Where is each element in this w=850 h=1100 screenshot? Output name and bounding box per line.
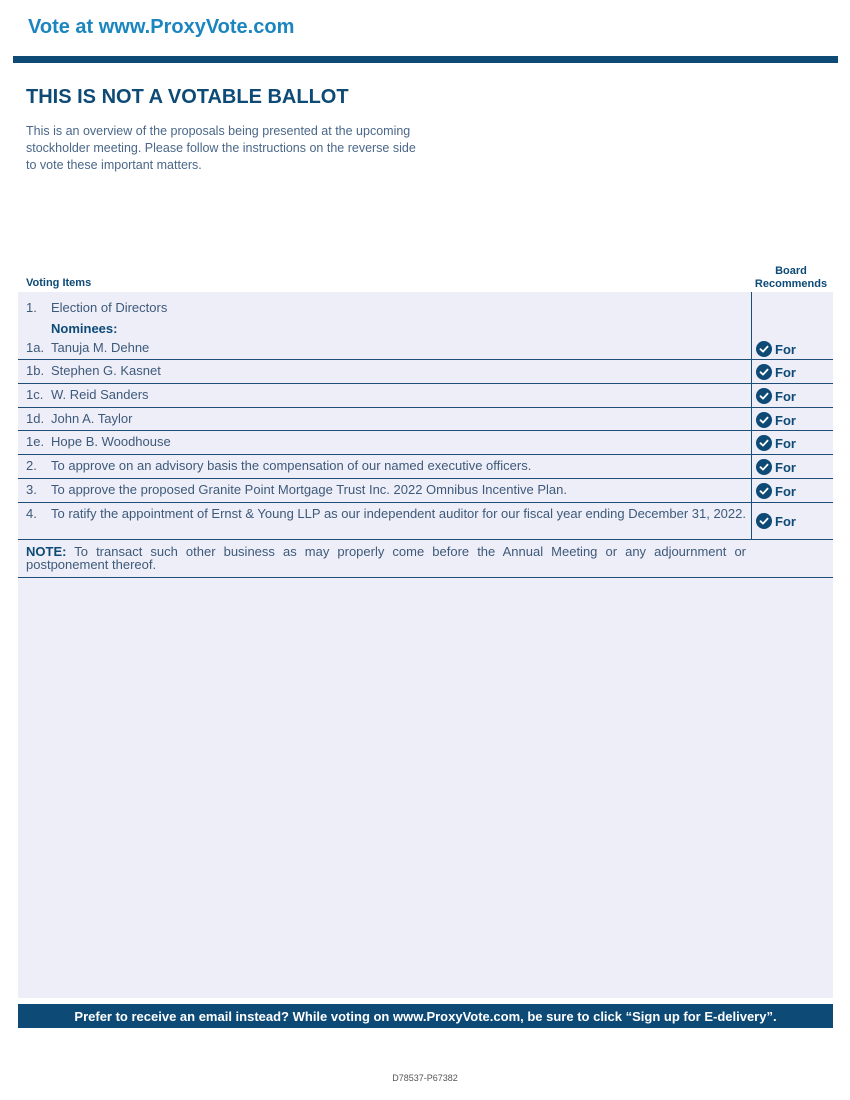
row-label: Election of Directors bbox=[51, 300, 168, 315]
note-text bbox=[26, 545, 746, 571]
voting-items-header: Voting Items bbox=[26, 277, 92, 289]
recommendation bbox=[756, 341, 796, 357]
check-circle-icon bbox=[756, 513, 772, 529]
row-number: 3. bbox=[26, 482, 37, 497]
check-circle-icon bbox=[756, 412, 772, 428]
table-row-1c bbox=[18, 384, 833, 408]
recommendation bbox=[756, 513, 796, 529]
row-number: 4. bbox=[26, 506, 37, 521]
recommendation-label: For bbox=[775, 388, 796, 404]
table-row-1b bbox=[18, 360, 833, 384]
table-row-proposal-3 bbox=[18, 479, 833, 503]
recommendation bbox=[756, 388, 796, 404]
note-label: NOTE: bbox=[26, 544, 67, 559]
board-recommendation-cell bbox=[751, 455, 833, 478]
board-recommendation-cell bbox=[751, 479, 833, 502]
row-label: John A. Taylor bbox=[51, 411, 133, 426]
edelivery-banner bbox=[18, 1004, 833, 1028]
recommendation-label: For bbox=[775, 435, 796, 451]
row-label: Stephen G. Kasnet bbox=[51, 363, 161, 378]
row-label: To approve on an advisory basis the compensation of our named executive officers. bbox=[51, 458, 532, 473]
board-recommends-line2: Recommends bbox=[754, 278, 828, 290]
recommendation-label: For bbox=[775, 364, 796, 380]
proxyvote-link[interactable]: Vote at www.ProxyVote.com bbox=[28, 16, 295, 38]
row-label: To approve the proposed Granite Point Mortgage Trust Inc. 2022 Omnibus Incentive Plan. bbox=[51, 482, 567, 497]
check-circle-icon bbox=[756, 388, 772, 404]
recommendation-label: For bbox=[775, 341, 796, 357]
row-number: 1d. bbox=[26, 411, 45, 426]
note-body: To transact such other business as may properly come before the Annual Meeting or any adjournment or postponement thereof. bbox=[26, 544, 746, 572]
recommendation-label: For bbox=[775, 412, 796, 428]
table-row-proposal-2 bbox=[18, 455, 833, 479]
board-recommendation-cell bbox=[751, 292, 833, 359]
board-recommends-header bbox=[751, 265, 831, 291]
board-recommendation-cell bbox=[751, 431, 833, 454]
board-recommendation-cell bbox=[751, 360, 833, 383]
check-circle-icon bbox=[756, 459, 772, 475]
row-number: 1. bbox=[26, 300, 37, 315]
ballot-title: THIS IS NOT A VOTABLE BALLOT bbox=[26, 86, 349, 108]
row-number: 1c. bbox=[26, 387, 44, 402]
document-code: D78537-P67382 bbox=[392, 1073, 458, 1083]
table-row-note bbox=[18, 540, 833, 578]
row-label: W. Reid Sanders bbox=[51, 387, 149, 402]
board-recommendation-cell bbox=[751, 384, 833, 407]
row-number: 1a. bbox=[26, 340, 45, 355]
row-label: Hope B. Woodhouse bbox=[51, 434, 171, 449]
table-row-1d bbox=[18, 408, 833, 431]
row-number: 2. bbox=[26, 458, 37, 473]
header-divider bbox=[13, 56, 838, 63]
row-number: 1e. bbox=[26, 434, 45, 449]
table-row-1e bbox=[18, 431, 833, 455]
check-circle-icon bbox=[756, 435, 772, 451]
recommendation bbox=[756, 435, 796, 451]
recommendation bbox=[756, 483, 796, 499]
check-circle-icon bbox=[756, 341, 772, 357]
board-recommends-line1: Board bbox=[775, 265, 807, 277]
table-row-proposal-4 bbox=[18, 503, 833, 540]
edelivery-text: Prefer to receive an email instead? While voting on www.ProxyVote.com, be sure to click “Sign up for E-delivery”. bbox=[74, 1008, 777, 1024]
check-circle-icon bbox=[756, 483, 772, 499]
board-recommendation-cell bbox=[751, 408, 833, 430]
table-row-election bbox=[18, 292, 833, 360]
recommendation bbox=[756, 364, 796, 380]
board-recommendation-cell bbox=[751, 503, 833, 539]
row-number: 1b. bbox=[26, 363, 45, 378]
nominees-label: Nominees: bbox=[51, 321, 118, 336]
row-label: Tanuja M. Dehne bbox=[51, 340, 150, 355]
ballot-intro: This is an overview of the proposals being presented at the upcoming stockholder meeting. Please follow the instructions on the reverse side to vote these important matters. bbox=[26, 124, 416, 172]
recommendation bbox=[756, 412, 796, 428]
row-label: To ratify the appointment of Ernst & Young LLP as our independent auditor for our fiscal year ending December 31, 2022. bbox=[51, 506, 746, 521]
check-circle-icon bbox=[756, 364, 772, 380]
recommendation-label: For bbox=[775, 483, 796, 499]
recommendation-label: For bbox=[775, 513, 796, 529]
recommendation bbox=[756, 459, 796, 475]
recommendation-label: For bbox=[775, 459, 796, 475]
